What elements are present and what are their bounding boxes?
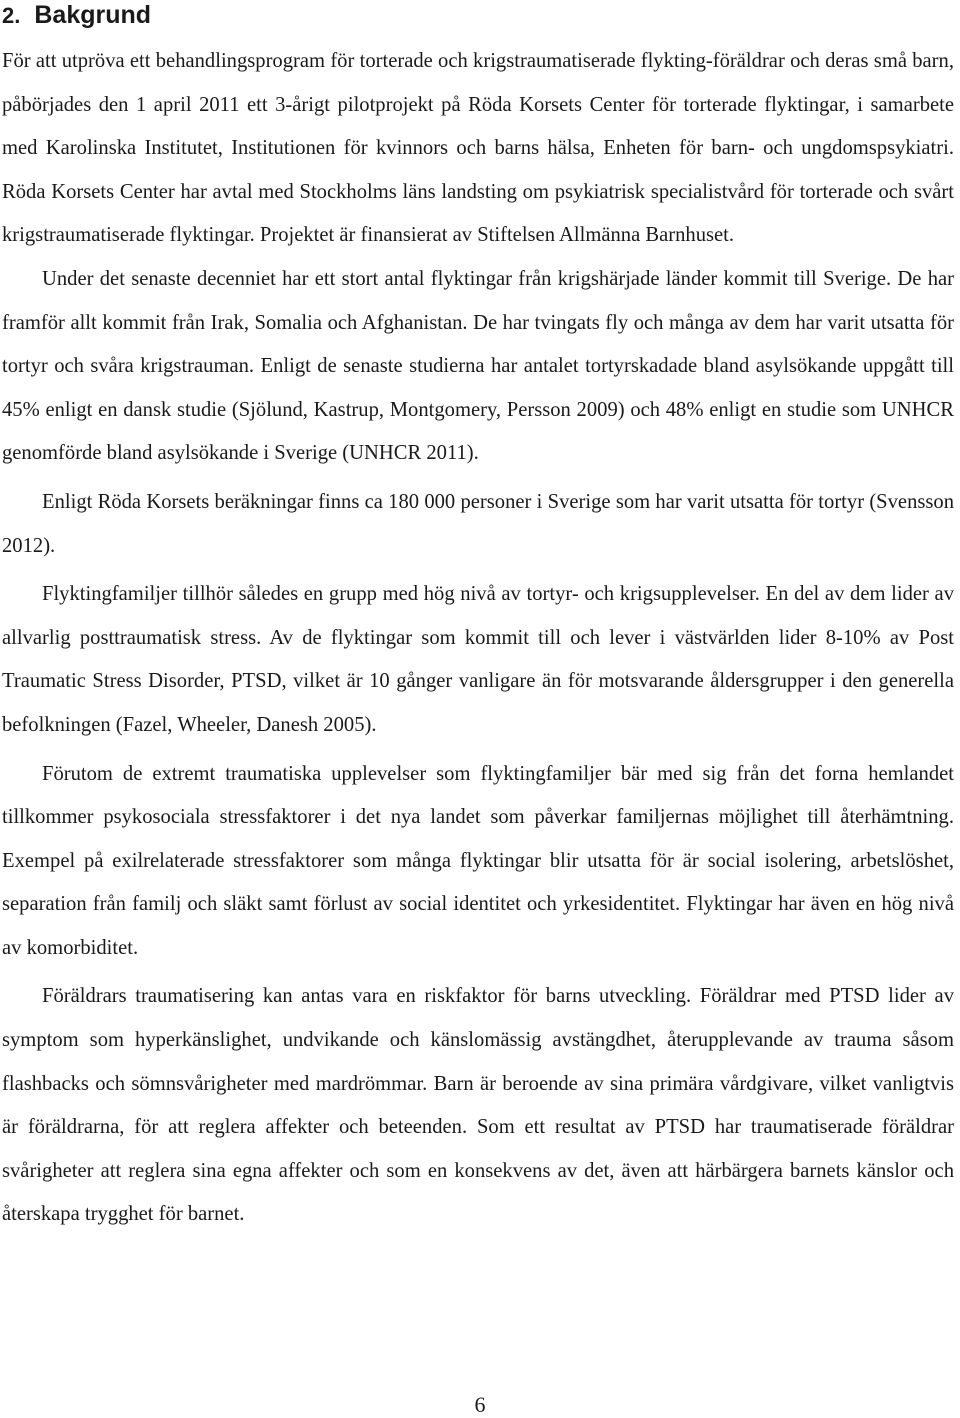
paragraph-intro: För att utpröva ett behandlingsprogram för torterade och krigstraumatiserade flykting-föräldrar och deras små barn, påbörjades den 1 april 2011 ett 3-årigt pilotprojekt på Röda Korsets Center för torterade flyktingar, i samarbete med Karolinska Institutet, Institutionen för kvinnors och barns hälsa, Enheten för barn- och ungdomspsykiatri. Röda Korsets Center har avtal med Stockholms läns landsting om psykiatrisk specialistvård för torterade och svårt krigstraumatiserade flyktingar. Projektet är finansierat av Stiftelsen Allmänna Barnhuset. — [2, 50, 954, 247]
section-heading — [2, 0, 151, 30]
section-title: Bakgrund — [34, 1, 152, 29]
paragraph-stress-factors: Förutom de extremt traumatiska upplevelser som flyktingfamiljer bär med sig från det forna hemlandet tillkommer psykosociala stressfaktorer i det nya landet som påverkar familjernas möjlighet till återhämtning. Exempel på exilrelaterade stressfaktorer som många flyktingar blir utsatta för är social isolering, arbetslöshet, separation från familj och släkt samt förlust av social identitet och yrkesidentitet. Flyktingar har även en hög nivå av komorbiditet. — [2, 762, 954, 959]
section-number: 2. — [2, 3, 21, 28]
paragraph-ptsd-prevalence: Flyktingfamiljer tillhör således en grupp med hög nivå av tortyr- och krigsupplevelser. En del av dem lider av allvarlig posttraumatisk stress. Av de flyktingar som kommit till och lever i västvärlden lider 8-10% av Post Traumatic Stress Disorder, PTSD, vilket är 10 gånger vanligare än för motsvarande åldersgrupper i den generella befolkningen (Fazel, Wheeler, Danesh 2005). — [2, 583, 954, 736]
page-number: 6 — [474, 1392, 486, 1417]
paragraph-refugees: Under det senaste decenniet har ett stort antal flyktingar från krigshärjade länder kommit till Sverige. De har framför allt kommit från Irak, Somalia och Afghanistan. De har tvingats fly och många av dem har varit utsatta för tortyr och svåra krigstrauman. Enligt de senaste studierna har antalet tortyrskadade bland asylsökande uppgått till 45% enligt en dansk studie (Sjölund, Kastrup, Montgomery, Persson 2009) och 48% enligt en studie som UNHCR genomförde bland asylsökande i Sverige (UNHCR 2011). — [2, 267, 954, 465]
paragraph-red-cross-estimate: Enligt Röda Korsets beräkningar finns ca 180 000 personer i Sverige som har varit utsatta för tortyr (Svensson 2012). — [2, 490, 954, 557]
paragraph-parental-trauma: Föräldrars traumatisering kan antas vara en riskfaktor för barns utveckling. Föräldrar med PTSD lider av symptom som hyperkänslighet, undvikande och känslomässig avstängdhet, återupplevande av trauma såsom flashbacks och sömnsvårigheter med mardrömmar. Barn är beroende av sina primära vårdgivare, vilket vanligtvis är föräldrarna, för att reglera affekter och beteenden. Som ett resultat av PTSD har traumatiserade föräldrar svårigheter att reglera sina egna affekter och som en konsekvens av det, även att härbärgera barnets känslor och återskapa trygghet för barnet. — [2, 985, 954, 1226]
body-text — [2, 40, 954, 1242]
